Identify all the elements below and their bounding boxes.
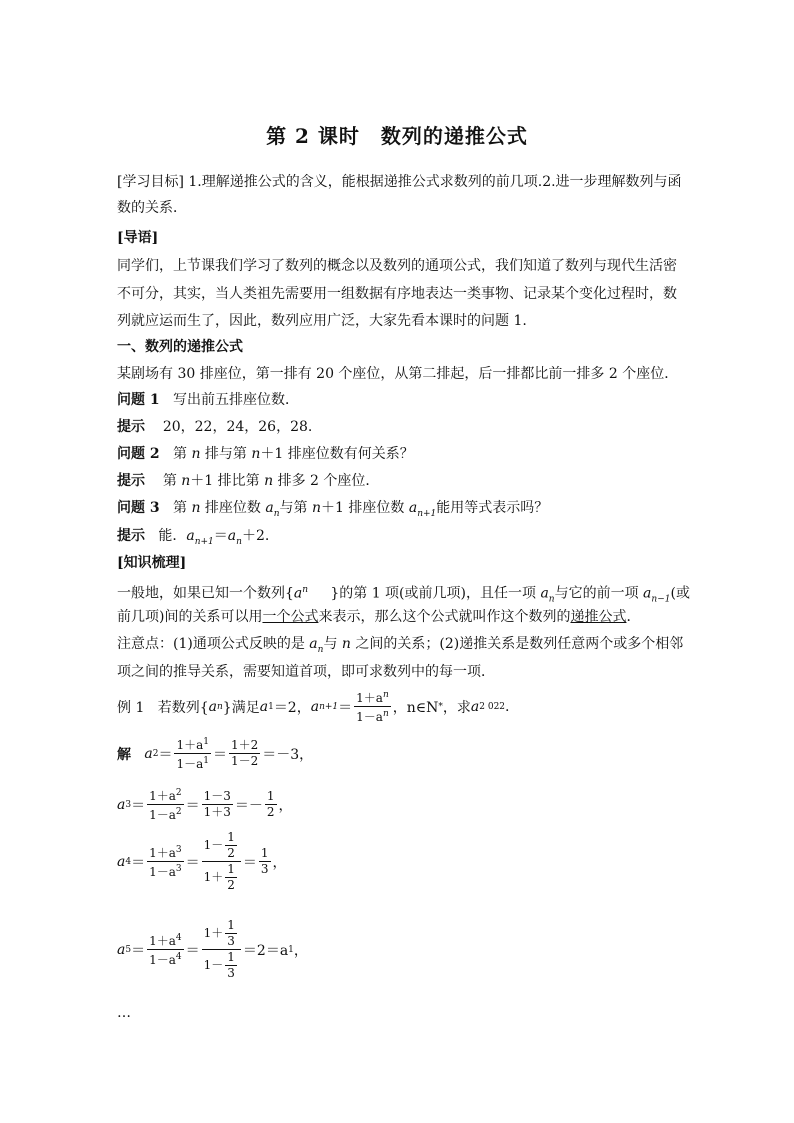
learning-objectives-line-1 [117,172,682,192]
knowledge-line-2 [117,607,640,627]
example-var-a2022: a [470,698,480,715]
question-2-text-pre: 第 [172,446,192,462]
knowledge-var-a2: a [540,585,549,602]
hint-1-text: 20，22，24，26，28. [162,419,313,435]
knowledge-text-1a: 一般地，如果已知一个数列{ [117,585,294,602]
knowledge-underline-recursive: 递推公式 [570,609,627,625]
question-1-text: 写出前五排座位数． [172,392,299,408]
question-2-label: 问题 2 [117,446,160,462]
a4-inner-num-frac [225,830,237,861]
learning-objectives-line-2: 数的关系． [117,200,187,216]
a4-result-den: 3 [260,862,269,876]
hint-3-label: 提示 [117,528,145,544]
knowledge-text-1d: }的第 1 项(或前几项)，且任一项 [330,585,541,602]
question-3-text-mid3: ＋1 排座位数 [321,500,409,516]
a2-sub: 2 [152,748,159,759]
hint-2-text-post: 排多 2 个座位． [273,473,380,489]
a2-f2-num: 1＋2 [230,738,259,752]
a3-f1-num: 1＋a [149,789,176,803]
a2-fraction-1 [174,735,211,772]
hint-3-var-a: a [186,528,195,544]
solution-a4: a 4 ＝ $\frac{1+a^3}{1-a^3}$ ＝ 1－ $\frac{1}{2}$ 1＋ $\frac{1}{2}$ ＝ $\frac{1}{3}$ ， [117,830,287,892]
a5-f1-den-sup: 4 [175,952,182,962]
example-equals: ＝ [338,699,353,716]
hint-2 [117,471,379,491]
hint-2-var-n2: n [264,473,274,489]
example-label: 例 1 [117,699,145,716]
question-2 [117,444,414,464]
a2-f2-den: 1－2 [230,754,259,768]
a5-f1-den: 1－a [149,953,176,967]
a4-inner-den-bottom: 2 [227,878,235,892]
a3-result-fraction [265,789,277,820]
knowledge-var-a3: a [643,585,652,602]
a3-f2-den: 1＋3 [203,805,231,819]
question-3-var-a2: a [408,500,418,516]
a4-inner-den-frac [225,862,237,893]
hint-1 [117,417,312,437]
a3-f2-num: 1－3 [203,789,231,803]
a2-f1-num-sup: 1 [203,737,209,747]
example-frac-num-sup: n [382,690,389,700]
a3-f1-num-sup: 2 [175,788,182,798]
example-1 [117,688,509,725]
a5-inner-den-frac [225,950,237,981]
a4-result-comma: ， [272,854,287,871]
a4-inner-den-top: 1 [227,862,235,876]
objectives-label: [学习目标] [117,174,184,190]
intro-paragraph-line-3: 列就应运而生了，因此，数列应用广泛，大家先看本课时的问题 1. [117,313,527,329]
a4-fraction-1 [147,843,184,880]
knowledge-text-2e: ． [626,609,641,625]
intro-paragraph-line-2: 不可分，其实，当人类祖先需要用一组数据有序地表达一类事物、记录某个变化过程时，数 [117,286,677,302]
a2-f1-den: 1－a [176,757,204,771]
hint-2-var-n: n [181,473,191,489]
note-sub-n: n [317,644,324,655]
example-fraction [354,688,391,725]
hint-3-sub-n1: n+1 [194,536,214,547]
a5-inner-num-frac [225,918,237,949]
a5-fraction-1 [147,931,184,968]
question-1 [117,390,299,410]
objectives-text-1: 1.理解递推公式的含义，能根据递推公式求数列的前几项.2.进一步理解数列与函 [188,174,682,190]
note-line-2: 项之间的推导关系，需要知道首项，即可求数列中的每一项． [117,664,495,680]
ellipsis: … [117,1005,131,1021]
question-2-text-mid: 排与第 [200,446,252,462]
a4-f1-den-sup: 3 [175,864,182,874]
question-3-var-a: a [265,500,274,516]
a4-lhs: a [117,853,126,870]
example-star: * [438,701,443,712]
a3-result-sign: ＝－ [234,797,263,814]
a3-f1-den: 1－a [149,808,176,822]
knowledge-label: [知识梳理] [117,555,187,571]
hint-3-text-pre: 能． [158,528,187,544]
note-var-a: a [309,636,318,652]
question-1-label: 问题 1 [117,392,160,408]
a5-result: ＝2＝a [242,942,289,959]
a5-sub: 5 [125,944,132,955]
a4-inner-num-top: 1 [227,830,235,844]
example-text-1: 若数列{ [157,699,209,716]
question-3-label: 问题 3 [117,500,160,516]
note-text-1a: 注意点：(1)通项公式反映的是 [117,636,310,652]
a5-compound-fraction [202,918,241,981]
example-frac-num: 1＋a [356,691,383,705]
example-sub-n: n [217,701,223,712]
question-2-var-n2: n [251,446,261,462]
a3-fraction-1 [147,786,184,823]
a3-f1-den-sup: 2 [175,807,182,817]
a2-f1-den-sup: 1 [203,756,209,766]
a4-compound-fraction [202,830,241,893]
note-var-n: n [341,636,351,652]
a5-outer-num: 1＋ [203,926,224,940]
question-3-text-post: 能用等式表示吗？ [436,500,549,516]
example-var-an1: a [310,698,320,715]
a5-inner-den-bottom: 3 [227,966,235,980]
a5-outer-den: 1－ [203,958,224,972]
hint-2-text-mid: ＋1 排比第 [190,473,265,489]
a5-inner-num-bottom: 3 [227,934,235,948]
example-text-4: }满足 [222,699,260,716]
solution-a3: a 3 ＝ $\frac{1+a^2}{1-a^2}$ ＝ $\frac{1-3}{1+3}$ ＝－ $\frac{1}{2}$ ， [117,788,293,822]
a4-outer-den: 1＋ [203,870,224,884]
hint-1-label: 提示 [117,419,145,435]
intro-paragraph-line-1: 同学们，上节课我们学习了数列的概念以及数列的通项公式，我们知道了数列与现代生活密 [117,258,677,274]
example-text-7: ＝2， [273,699,311,716]
knowledge-underline-formula: 一个公式 [262,609,319,625]
example-frac-den-sup: n [382,709,389,719]
a5-inner-num-top: 1 [227,918,235,932]
hint-3-sub-n: n [236,536,242,547]
a4-f1-den: 1－a [149,865,176,879]
a5-result-sub: 1 [288,944,294,955]
a2-f1-num: 1＋a [176,738,204,752]
knowledge-sub-n: n [548,594,555,605]
a4-result-num: 1 [260,846,269,860]
a4-sub: 4 [125,856,132,867]
intro-label: [导语] [117,230,159,246]
a5-f1-num: 1＋a [149,934,176,948]
page-title: 第 2 课时 数列的递推公式 [266,124,528,148]
question-3-text-mid2: 与第 [279,500,312,516]
hint-2-text-pre: 第 [162,473,182,489]
note-line-1 [117,634,683,660]
solution-a5: a 5 ＝ $\frac{1+a^4}{1-a^4}$ ＝ 1＋ $\frac{1}{3}$ 1－ $\frac{1}{3}$ ＝2＝a 1 ， [117,918,308,980]
a2-fraction-2 [229,738,260,769]
example-text-16: . [505,698,510,715]
example-text-11: ，n∈N [392,699,439,716]
question-3-sub-n: n [273,508,280,519]
hint-2-label: 提示 [117,473,145,489]
scenario-text: 某剧场有 30 排座位，第一排有 20 个座位，从第二排起，后一排都比前一排多 2 个座位． [117,366,679,382]
a5-lhs: a [117,941,126,958]
example-sub-2022: 2 022 [479,701,506,712]
question-3-text-mid1: 排座位数 [200,500,266,516]
question-3-sub-n1: n+1 [417,508,437,519]
knowledge-text-2c: 来表示，那么这个公式就叫作这个数列的 [318,609,571,625]
example-sub-n1: n+1 [319,701,339,712]
a4-outer-num: 1－ [203,838,224,852]
a5-result-comma: ， [293,942,308,959]
a3-result-num: 1 [266,789,275,803]
knowledge-sub-n-1: n−1 [651,594,671,605]
solution-label: 解 [117,746,131,763]
a4-inner-num-bottom: 2 [227,846,235,860]
knowledge-line-1 [117,580,690,609]
question-2-var-n: n [191,446,201,462]
question-3-var-n: n [191,500,201,516]
a4-f1-num-sup: 3 [175,845,182,855]
question-3-var-n2: n [311,500,322,516]
knowledge-text-1g: 与它的前一项 [554,585,644,602]
knowledge-var-a: a [293,585,303,602]
question-2-text-post: ＋1 排座位数有何关系？ [260,446,414,462]
section-heading: 一、数列的递推公式 [117,339,243,355]
knowledge-text-2a: 前几项)间的关系可以用 [117,609,263,625]
question-3-text-pre: 第 [172,500,192,516]
hint-3-text-post: ＋2. [241,528,270,544]
note-text-1d: 与 [323,636,342,652]
a5-inner-den-top: 1 [227,950,235,964]
a2-lhs: a [144,745,153,762]
example-sub-1: 1 [268,701,274,712]
example-var-a1: a [259,698,269,715]
a2-result: ＝－3， [262,746,314,763]
hint-3-var-a2: a [227,528,237,544]
a3-lhs: a [117,796,126,813]
example-text-13: ，求 [442,699,471,716]
note-text-1f: 之间的关系；(2)递推关系是数列任意两个或多个相邻 [350,636,684,652]
question-3 [117,498,548,524]
knowledge-sup-n: n [302,585,309,595]
knowledge-text-1j: (或 [670,585,690,602]
example-var-a: a [208,698,217,715]
solution-a2: 解 a 2 ＝ $\frac{1+a^1}{1-a^1}$ ＝ $\frac{1+2}{1-2}$ ＝－3， [117,737,314,771]
a5-f1-num-sup: 4 [175,933,182,943]
a3-result-comma: ， [278,797,293,814]
a3-fraction-2 [202,789,233,820]
hint-3 [117,526,269,552]
hint-3-equals: ＝ [213,528,228,544]
a4-result-fraction [259,846,271,877]
example-frac-den: 1－a [356,710,383,724]
a4-f1-num: 1＋a [149,846,176,860]
a3-sub: 3 [125,799,132,810]
a3-result-den: 2 [266,805,275,819]
